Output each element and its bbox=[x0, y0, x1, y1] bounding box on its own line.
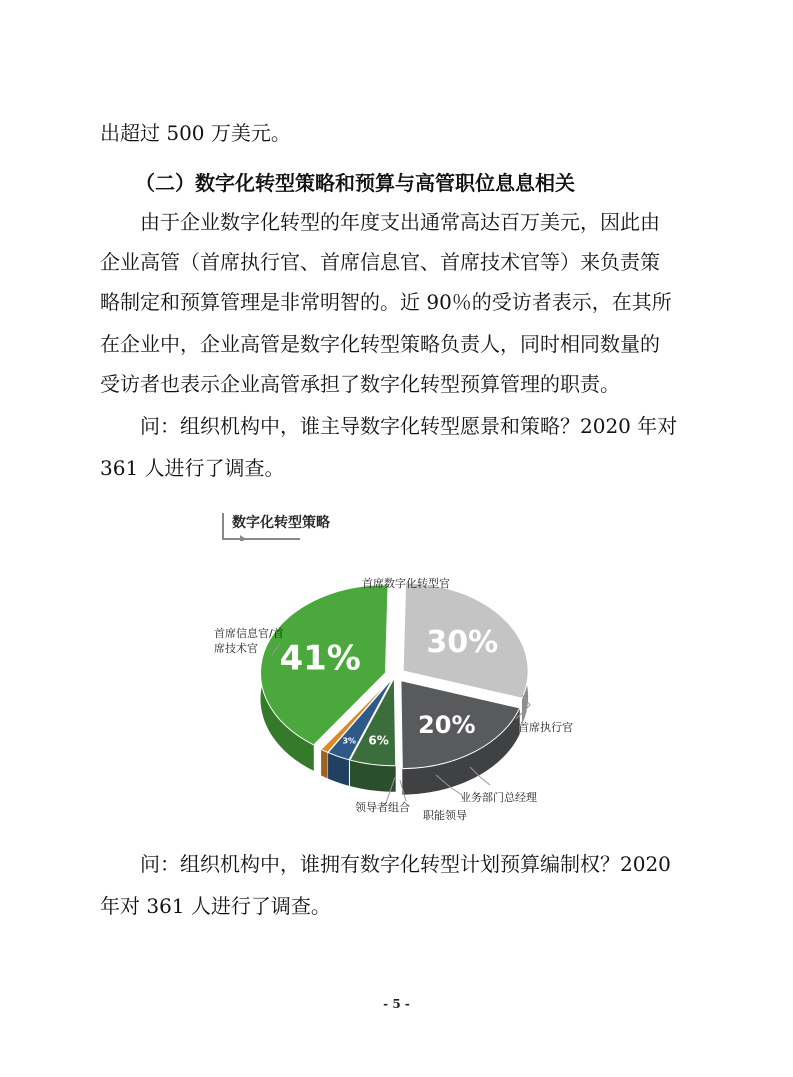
body-line-4: 略制定和预算管理是非常明智的。近 90％的受访者表示，在其所 bbox=[100, 290, 672, 314]
question-line-3: 问：组织机构中，谁拥有数字化转型计划预算编制权？2020 bbox=[140, 852, 671, 876]
pie-chart bbox=[200, 505, 600, 835]
label-ceo: 首席执行官 bbox=[518, 721, 573, 734]
label-bu-gm: 业务部门总经理 bbox=[460, 791, 537, 804]
pie-value-label-3: 6% bbox=[368, 733, 389, 748]
pie-value-label-0: 41% bbox=[279, 638, 361, 679]
body-line-5: 在企业中，企业高管是数字化转型策略负责人，同时相同数量的 bbox=[100, 332, 660, 356]
body-line-6: 受访者也表示企业高管承担了数字化转型预算管理的职责。 bbox=[100, 372, 620, 396]
page-number: - 5 - bbox=[383, 997, 410, 1011]
question-line-1: 问：组织机构中，谁主导数字化转型愿景和策略？2020 年对 bbox=[140, 414, 678, 438]
question-line-4: 年对 361 人进行了调查。 bbox=[100, 894, 331, 918]
body-line-1: 出超过 500 万美元。 bbox=[100, 121, 291, 145]
pie-value-label-4: 3% bbox=[342, 736, 357, 746]
label-cio-cto: 首席信息官/首席技术官 bbox=[214, 627, 284, 655]
question-line-2: 361 人进行了调查。 bbox=[100, 456, 285, 480]
pie-slice-side-5 bbox=[321, 749, 328, 778]
pie-value-label-1: 30% bbox=[426, 624, 499, 660]
pie-value-label-2: 20% bbox=[418, 711, 476, 740]
label-cdo: 首席数字化转型官 bbox=[362, 577, 450, 590]
chart-title: 数字化转型策略 bbox=[232, 515, 330, 531]
body-line-2: 由于企业数字化转型的年度支出通常高达百万美元，因此由 bbox=[140, 210, 660, 234]
label-leader-combo: 领导者组合 bbox=[355, 801, 410, 814]
label-functional-leader: 职能领导 bbox=[423, 809, 467, 822]
section-heading: （二）数字化转型策略和预算与高管职位息息相关 bbox=[135, 171, 575, 195]
body-line-3: 企业高管（首席执行官、首席信息官、首席技术官等）来负责策 bbox=[100, 250, 660, 274]
